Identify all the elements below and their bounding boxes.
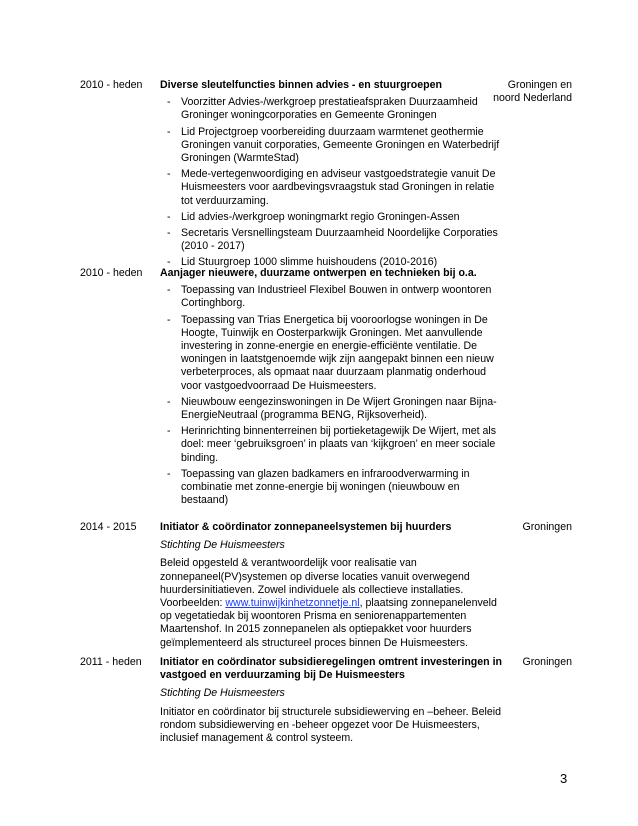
list-item: - Mede-vertegenwoordiging en adviseur vastgoedstrategie vanuit De Huismeesters voor aardbevingsvraagstuk stad Groningen in relatie tot verduurzaming. [160,168,508,208]
entry-date: 2014 - 2015 [80,521,137,533]
list-item: - Lid Stuurgroep 1000 slimme huishoudens (2010-2016) [160,256,508,269]
list-item: - Herinrichting binnenterreinen bij portieketagewijk De Wijert, met als doel: meer ‘gebruiksgroen’ in plaats van ‘kijkgroen’ en meer sociale binding. [160,425,508,465]
entry-body [160,267,508,510]
list-item: - Nieuwbouw eengezinswoningen in De Wijert Groningen naar Bijna-EnergieNeutraal (programma BENG, Rijksoverheid). [160,396,508,422]
entry-date: 2010 - heden [80,79,143,91]
entry-description [160,557,508,649]
entry-date: 2010 - heden [80,267,143,279]
list-item: - Toepassing van glazen badkamers en infraroodverwarming in combinatie met zonne-energie bij woningen (nieuwbouw en bestaand) [160,468,508,508]
description-text: , plaatsing zonnepanelenveld op vegetatiedak bij woontoren Prisma en seniorenappartementen Maartenshof. In 2015 zonnepanelen als optiepakket voor huurders geïmplementeerd als structureel proces binnen De Huismeesters. [160,597,497,649]
entry-description: Initiator en coördinator bij structurele subsidiewerving en –beheer. Beleid rondom subsidiewerving en -beheer opgezet voor De Huismeesters, inclusief management & control systeem. [160,705,501,745]
list-item: - Secretaris Versnellingsteam Duurzaamheid Noordelijke Corporaties (2010 - 2017) [160,227,508,253]
list-item: - Lid advies-/werkgroep woningmarkt regio Groningen-Assen [160,211,508,224]
entry-title: Initiator & coördinator zonnepaneelsystemen bij huurders [160,521,452,533]
list-item: - Voorzitter Advies-/werkgroep prestatieafspraken Duurzaamheid Groninger woningcorporaties en Gemeente Groningen [160,96,508,122]
page-number: 3 [560,771,568,786]
bullet-list [160,284,508,507]
entry-title: Diverse sleutelfuncties binnen advies - en stuurgroepen [160,79,442,91]
list-item: - Toepassing van Trias Energetica bij vooroorlogse woningen in De Hoogte, Tuinwijk en Oosterparkwijk Groningen. Met aanvullende investering in zonne-energie en energie-efficiënte ventilatie. De woningen in laatstgenoemde wijk zijn aangepakt binnen een nieuw verbeterproces, als opmaat naar duurzaam planmatig onderhoud voor vastgoedvoorraad De Huismeesters. [160,314,508,393]
list-item: - Lid Projectgroep voorbereiding duurzaam warmtenet geothermie Groningen vanuit corporaties, Gemeente Groningen en Waterbedrijf Groningen (WarmteStad) [160,126,508,166]
entry-title: Initiator en coördinator subsidieregelingen omtrent investeringen in vastgoed en verduurzaming bij De Huismeesters [160,656,502,682]
entry-organization: Stichting De Huismeesters [160,539,285,552]
description-text: Beleid opgesteld & verantwoordelijk voor realisatie van zonnepaneel(PV)systemen op diverse locaties vanuit overwegend huurdersinitiatieven. Zowel individuele als collectieve installaties. Voorbeelden: [160,557,470,610]
website-link[interactable]: www.tuinwijkinhetzonnetje.nl [225,597,360,610]
entry-organization: Stichting De Huismeesters [160,687,285,700]
entry-title: Aanjager nieuwere, duurzame ontwerpen en technieken bij o.a. [160,267,477,279]
entry-body [160,656,508,745]
bullet-list [160,96,508,269]
entry-body [160,79,508,273]
entry-body [160,521,508,650]
entry-date: 2011 - heden [80,656,142,668]
entry-location: Groningen en noord Nederland [493,79,572,105]
list-item: - Toepassing van Industrieel Flexibel Bouwen in ontwerp woontoren Cortinghborg. [160,284,508,310]
entry-location: Groningen [522,656,572,668]
entry-location: Groningen [522,521,572,533]
